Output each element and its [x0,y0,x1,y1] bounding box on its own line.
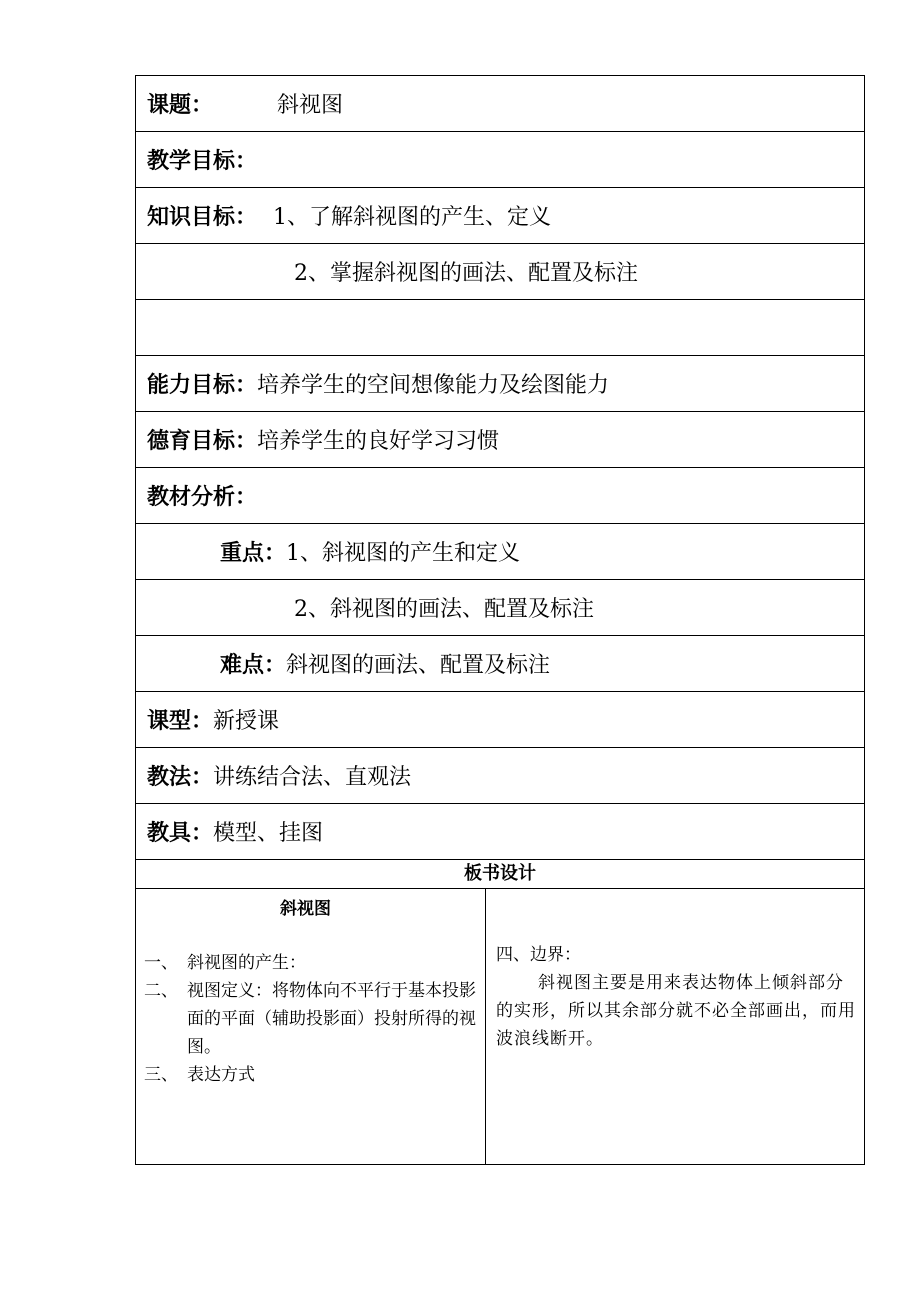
knowledge-row [136,188,864,244]
ability-row [136,356,864,412]
lesson-type-label: 课型： [147,709,214,734]
lesson-type-row [136,692,864,748]
key-point-2: 2、斜视图的画法、配置及标注 [294,597,594,622]
board-item-text: 视图定义：将物体向不平行于基本投影面的平面（辅助投影面）投射所得的视图。 [187,981,476,1057]
board-item-text: 斜视图的产生： [187,953,306,973]
knowledge-label: 知识目标： [147,205,258,230]
board-item-number: 二、 [144,981,178,1001]
key-points-row-2 [136,580,864,636]
ability-label: 能力目标： [147,373,258,398]
board-item-1 [144,949,479,977]
difficulty-value: 斜视图的画法、配置及标注 [286,653,551,678]
ability-value: 培养学生的空间想像能力及绘图能力 [257,373,610,398]
topic-row [136,76,864,132]
board-item-2 [144,977,479,1061]
aids-row [136,804,864,860]
key-point-1: 1、斜视图的产生和定义 [286,541,521,566]
moral-row [136,412,864,468]
objectives-label: 教学目标： [147,149,258,174]
board-right-column [486,889,864,1164]
board-item-3 [144,1061,479,1089]
aids-label: 教具： [147,821,214,846]
lesson-plan-table [135,75,865,1165]
material-row [136,468,864,524]
empty-row [136,300,864,356]
objectives-row [136,132,864,188]
board-item-text: 表达方式 [187,1065,255,1085]
board-item-number: 一、 [144,953,178,973]
board-right-heading: 四、边界： [496,945,581,965]
difficulty-row [136,636,864,692]
method-row [136,748,864,804]
topic-value: 斜视图 [277,93,344,118]
board-left-column [136,889,486,1164]
key-points-row [136,524,864,580]
lesson-type-value: 新授课 [213,709,280,734]
material-label: 教材分析： [147,485,258,510]
board-item-number: 三、 [144,1065,178,1085]
key-points-label: 重点： [220,541,287,566]
board-design [136,889,864,1164]
topic-label: 课题： [147,93,214,118]
method-value: 讲练结合法、直观法 [213,765,412,790]
difficulty-label: 难点： [220,653,287,678]
moral-value: 培养学生的良好学习习惯 [257,429,500,454]
moral-label: 德育目标： [147,429,258,454]
method-label: 教法： [147,765,214,790]
board-title: 斜视图 [280,899,331,919]
knowledge-row-2 [136,244,864,300]
board-design-heading: 板书设计 [136,860,864,889]
board-right-paragraph: 斜视图主要是用来表达物体上倾斜部分的实形，所以其余部分就不必全部画出，而用波浪线断开。 [496,973,856,1049]
knowledge-item-2: 2、掌握斜视图的画法、配置及标注 [294,261,638,286]
aids-value: 模型、挂图 [213,821,324,846]
knowledge-item-1: 1、了解斜视图的产生、定义 [273,205,552,230]
